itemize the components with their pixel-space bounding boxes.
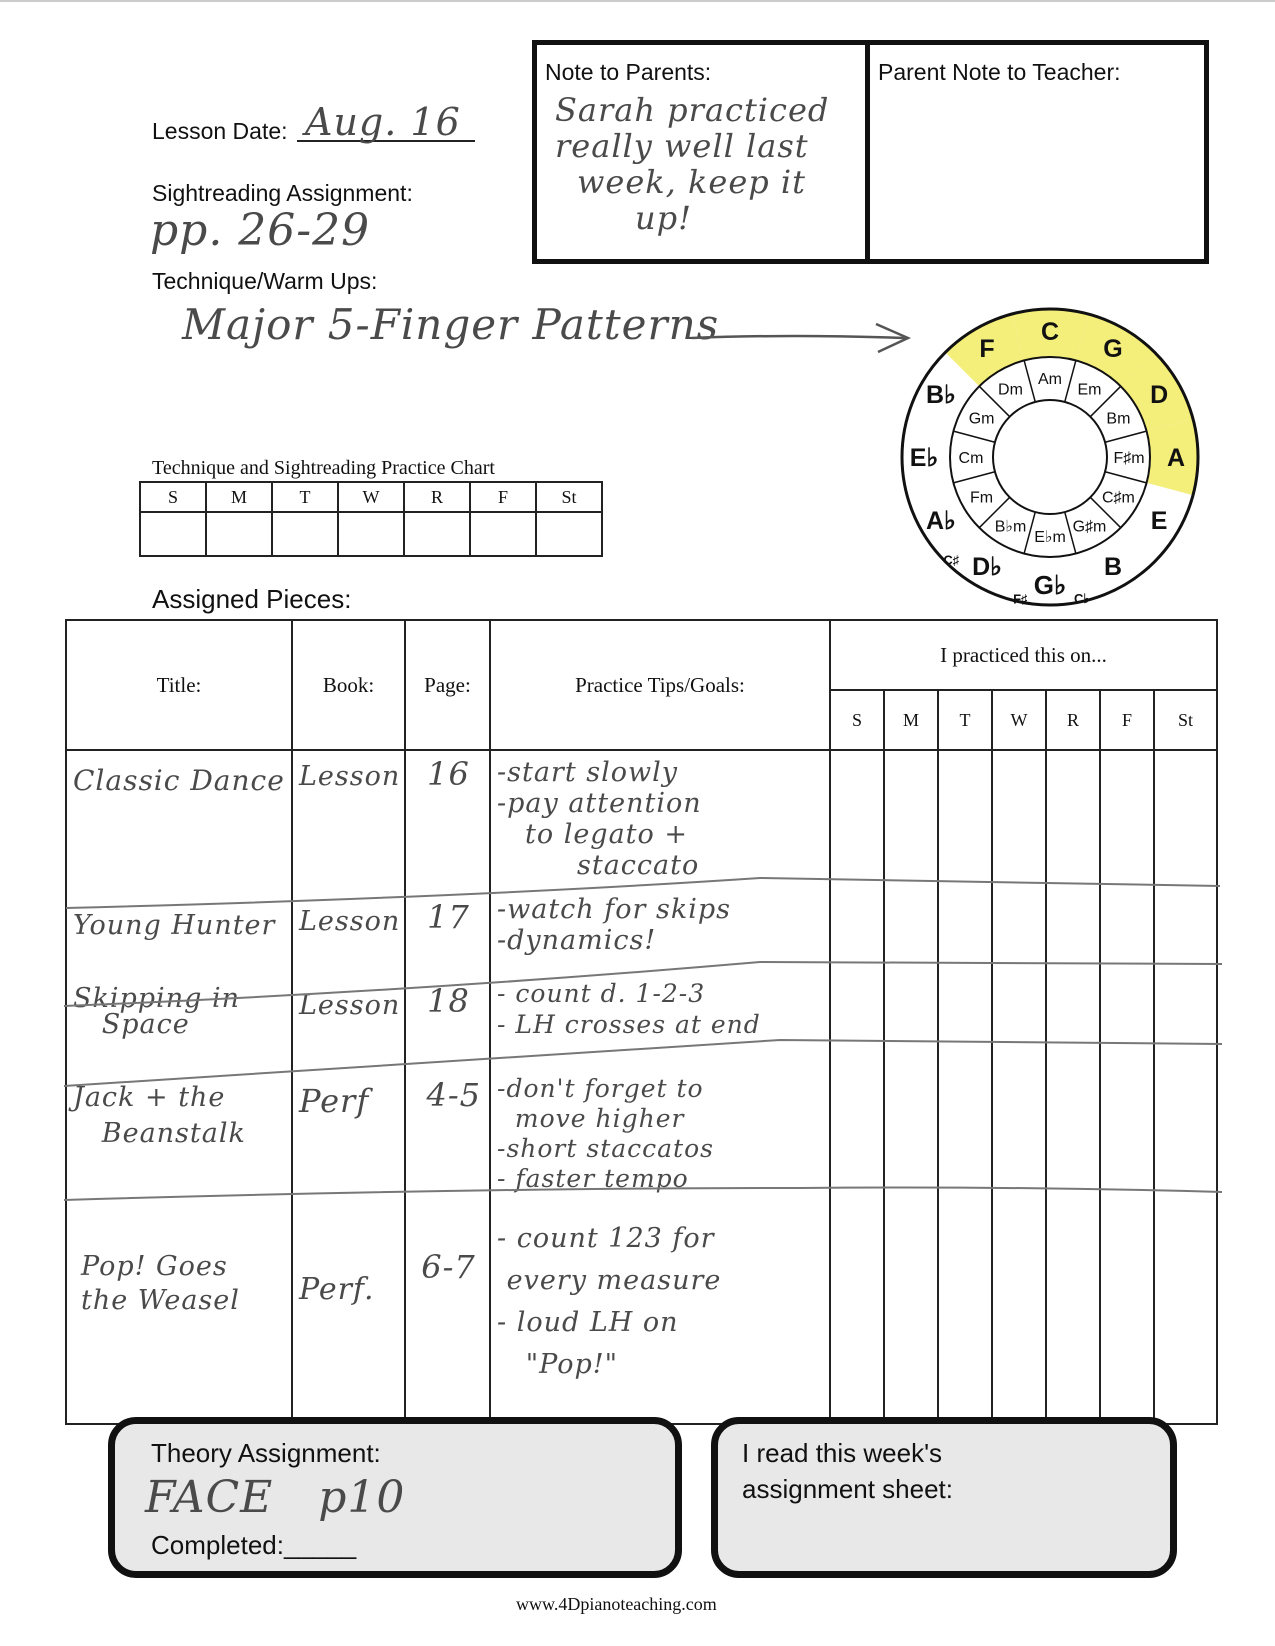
- piece-book-cell: [292, 1212, 405, 1424]
- note-line: Sarah practiced: [555, 91, 830, 129]
- tip-line: - LH crosses at end: [497, 1010, 761, 1039]
- major-key-label: D: [1150, 381, 1169, 409]
- tip-line: - loud LH on: [497, 1307, 679, 1338]
- practice-chart-table: [139, 481, 603, 557]
- tip-line: to legato +: [525, 819, 688, 850]
- minor-key-label: Gm: [968, 410, 995, 428]
- chart-day: W: [338, 482, 404, 512]
- minor-divider: [1105, 431, 1147, 442]
- minor-key-label: F♯m: [1113, 450, 1145, 467]
- enharmonic-key-label: F♯: [1013, 591, 1028, 607]
- title-line: Pop! Goes: [81, 1251, 228, 1282]
- circle-of-fifths: [890, 302, 1210, 612]
- practice-check-cell[interactable]: [884, 1212, 938, 1424]
- chart-day: T: [272, 482, 338, 512]
- piece-page: 17: [427, 898, 470, 936]
- tip-line: - count d. 1-2-3: [497, 979, 706, 1008]
- major-key-label: D♭: [972, 553, 1002, 582]
- minor-key-label: Bm: [1106, 410, 1131, 428]
- day-header: T: [938, 690, 992, 750]
- minor-key-label: C♯m: [1101, 489, 1135, 507]
- practice-check-cell[interactable]: [1100, 1212, 1154, 1424]
- practice-check-cell[interactable]: [830, 1212, 884, 1424]
- minor-key-label: G♯m: [1072, 518, 1107, 536]
- major-key-label: G: [1103, 334, 1123, 363]
- title-line: Skipping in: [73, 983, 240, 1014]
- note-to-parents-box: [532, 40, 870, 264]
- chart-check-cell[interactable]: [470, 512, 536, 556]
- minor-key-label: E♭m: [1034, 529, 1066, 546]
- read-line-2: assignment sheet:: [742, 1474, 954, 1504]
- major-key-label: A: [1166, 444, 1186, 472]
- minor-divider: [953, 431, 995, 442]
- major-key-label: F: [979, 334, 995, 363]
- note-to-parents-label: Note to Parents:: [545, 59, 712, 85]
- chart-check-cell[interactable]: [272, 512, 338, 556]
- tip-line: -dynamics!: [497, 925, 657, 956]
- title-line: Space: [73, 1009, 190, 1040]
- minor-key-label: B♭m: [994, 518, 1027, 536]
- theory-assignment-box: [108, 1417, 682, 1578]
- chart-day: F: [470, 482, 536, 512]
- practice-check-cell[interactable]: [938, 1212, 992, 1424]
- parent-note-to-teacher-box: [865, 40, 1209, 264]
- assigned-pieces-title: Assigned Pieces:: [152, 584, 352, 614]
- practice-check-cell[interactable]: [992, 1212, 1046, 1424]
- major-key-label: E♭: [909, 444, 939, 472]
- practice-check-cell[interactable]: [1046, 1212, 1100, 1424]
- piece-book: Lesson: [299, 906, 401, 937]
- lesson-date-label: Lesson Date:: [152, 118, 288, 144]
- note-to-parents-text: [555, 92, 865, 236]
- major-key-label: G♭: [1033, 570, 1067, 600]
- day-header: St: [1154, 690, 1217, 750]
- arrow-right-icon: [690, 318, 920, 358]
- technique-value: Major 5-Finger Patterns: [182, 300, 720, 349]
- note-line: really well last: [555, 127, 809, 165]
- piece-book: Perf: [299, 1082, 370, 1120]
- minor-key-label: Fm: [970, 489, 994, 507]
- tip-line: -watch for skips: [497, 894, 732, 925]
- theory-value: FACE p10: [145, 1472, 406, 1523]
- day-header: F: [1100, 690, 1154, 750]
- piece-page: 16: [427, 755, 470, 793]
- piece-page: 18: [427, 982, 470, 1020]
- col-tips-header: Practice Tips/Goals:: [490, 620, 830, 750]
- practice-check-cell[interactable]: [1154, 1212, 1217, 1424]
- major-key-label: B: [1103, 553, 1123, 582]
- technique-label: Technique/Warm Ups:: [152, 268, 378, 294]
- piece-tips: [491, 1212, 829, 1386]
- minor-key-label: Cm: [958, 450, 984, 467]
- inner-ring: [993, 400, 1107, 514]
- parent-note-to-teacher-label: Parent Note to Teacher:: [878, 59, 1121, 85]
- minor-divider: [953, 472, 995, 483]
- piece-tips-cell: [490, 1212, 830, 1424]
- read-assignment-box: [711, 1417, 1177, 1578]
- chart-day: R: [404, 482, 470, 512]
- completed-label[interactable]: Completed:_____: [151, 1530, 357, 1560]
- footer-url[interactable]: www.4Dpianoteaching.com: [516, 1594, 717, 1614]
- minor-key-label: Em: [1077, 381, 1102, 399]
- title-line: Jack + the: [73, 1082, 226, 1113]
- piece-title: Young Hunter: [73, 910, 276, 941]
- tip-line: -start slowly: [497, 757, 679, 788]
- minor-key-label: Dm: [998, 381, 1023, 399]
- top-rule: [0, 0, 1275, 2]
- title-line: Beanstalk: [73, 1118, 246, 1149]
- tip-line: "Pop!": [497, 1349, 619, 1380]
- day-header: M: [884, 690, 938, 750]
- tip-line: every measure: [497, 1265, 722, 1296]
- piece-page: 4-5: [426, 1076, 481, 1114]
- chart-check-cell[interactable]: [404, 512, 470, 556]
- col-book-header: Book:: [292, 620, 405, 750]
- sightreading-value: pp. 26-29: [150, 205, 371, 256]
- piece-book: Lesson: [299, 990, 401, 1021]
- title-line: the Weasel: [81, 1285, 240, 1316]
- note-line: week, keep it: [577, 163, 807, 201]
- tip-line: -short staccatos: [497, 1134, 714, 1163]
- col-page-header: Page:: [405, 620, 490, 750]
- practice-chart-title: Technique and Sightreading Practice Chart: [152, 457, 495, 479]
- piece-book: Perf.: [299, 1272, 375, 1307]
- piece-title: Classic Dance: [73, 764, 285, 797]
- day-header: R: [1046, 690, 1100, 750]
- major-key-label: C: [1040, 318, 1060, 346]
- day-header: S: [830, 690, 884, 750]
- chart-check-cell[interactable]: [338, 512, 404, 556]
- col-practiced-header: I practiced this on...: [830, 620, 1217, 690]
- major-key-label: A♭: [925, 507, 956, 535]
- minor-divider: [1024, 360, 1035, 402]
- sightreading-label: Sightreading Assignment:: [152, 180, 413, 206]
- major-key-label: E: [1150, 507, 1168, 535]
- chart-check-cell[interactable]: [140, 512, 206, 556]
- piece-page: 6-7: [421, 1248, 476, 1286]
- day-header: W: [992, 690, 1046, 750]
- chart-day: S: [140, 482, 206, 512]
- chart-check-cell[interactable]: [536, 512, 602, 556]
- minor-key-label: Am: [1038, 371, 1062, 388]
- major-key-label: B♭: [925, 381, 956, 409]
- theory-label: Theory Assignment:: [151, 1438, 381, 1468]
- note-line: up!: [635, 199, 692, 237]
- tip-line: -pay attention: [497, 788, 702, 819]
- chart-day: St: [536, 482, 602, 512]
- lesson-date-value: Aug. 16: [305, 100, 461, 144]
- tip-line: -don't forget to: [497, 1074, 704, 1103]
- tip-line: - count 123 for: [497, 1223, 715, 1254]
- tip-line: - faster tempo: [497, 1164, 689, 1193]
- tip-line: move higher: [497, 1104, 685, 1133]
- piece-title-cell: [66, 1212, 292, 1424]
- piece-book: Lesson: [299, 761, 401, 792]
- minor-divider: [1065, 360, 1076, 402]
- piece-title: [67, 1212, 291, 1318]
- tip-line: staccato: [577, 850, 700, 881]
- read-line-1: I read this week's: [742, 1438, 943, 1468]
- minor-divider: [1105, 472, 1147, 483]
- hand-drawn-row-lines: [60, 860, 1225, 1220]
- piece-page-cell: [405, 1212, 490, 1424]
- chart-check-cell[interactable]: [206, 512, 272, 556]
- chart-day: M: [206, 482, 272, 512]
- enharmonic-key-label: C♯: [943, 552, 960, 568]
- enharmonic-key-label: C♭: [1073, 591, 1090, 607]
- col-title-header: Title:: [66, 620, 292, 750]
